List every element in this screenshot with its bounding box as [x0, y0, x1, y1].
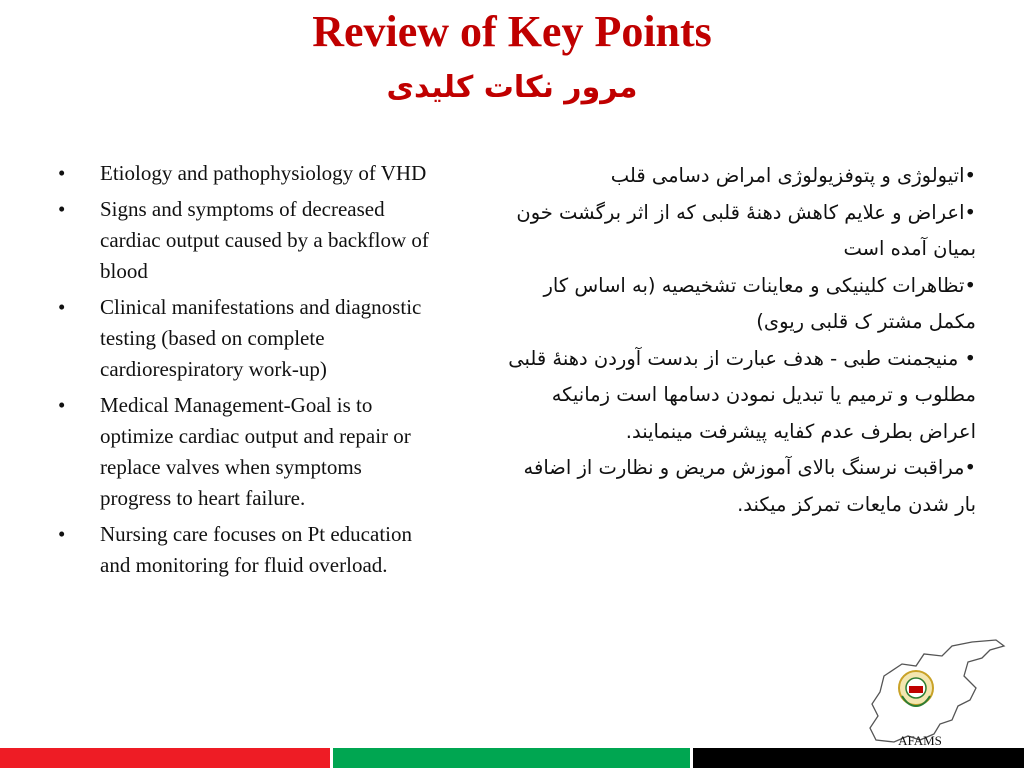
list-item: [58, 194, 438, 287]
list-item: [58, 292, 438, 385]
persian-paragraph: •تظاهرات کلینیکی و معاینات تشخیصیه (به اساس کار مکمل مشتر ک قلبی ریوی): [543, 273, 976, 333]
bullet-icon: •: [58, 197, 66, 221]
logo-label: AFAMS: [898, 733, 942, 748]
bar-green-segment: [333, 748, 690, 768]
bullet-text: Clinical manifestations and diagnostic testing (based on complete cardiorespiratory work-up): [100, 295, 422, 381]
bullet-text: Medical Management-Goal is to optimize cardiac output and repair or replace valves when symptoms progress to heart failure.: [100, 393, 411, 510]
bar-red-segment: [0, 748, 330, 768]
bullet-icon: •: [58, 161, 66, 185]
slide-title-persian: مرور نکات کلیدی: [386, 70, 638, 105]
bullet-icon: •: [58, 393, 66, 417]
bullet-icon: •: [58, 295, 66, 319]
bullet-text: Etiology and pathophysiology of VHD: [100, 161, 427, 185]
bar-black-segment: [693, 748, 1024, 768]
persian-paragraph: •مراقبت نرسنگ بالای آموزش مریض و نظارت از اضافه بار شدن مایعات تمرکز میکند.: [523, 456, 976, 516]
emblem-book: [909, 686, 923, 693]
bottom-color-bar: [0, 748, 1024, 768]
english-bullet-list: [58, 158, 438, 586]
slide-title-english: Review of Key Points: [312, 7, 712, 56]
bullet-text: Signs and symptoms of decreased cardiac output caused by a backflow of blood: [100, 197, 429, 283]
list-item: [58, 158, 438, 189]
bullet-icon: •: [58, 522, 66, 546]
list-item: [58, 390, 438, 514]
persian-paragraph: • منیجمنت طبی - هدف عبارت از بدست آوردن دهنهٔ قلبی مطلوب و ترمیم یا تبدیل نمودن دسامها است زمانیکه اعراض بطرف عدم کفایه پیشرفت مینمایند.: [508, 346, 976, 443]
persian-paragraph: •اعراض و علایم کاهش دهنهٔ قلبی که از اثر برگشت خون بمیان آمده است: [516, 200, 976, 260]
map-outline: [870, 640, 1004, 742]
persian-text-block: [498, 158, 976, 523]
bullet-text: Nursing care focuses on Pt education and monitoring for fluid overload.: [100, 522, 412, 577]
persian-paragraph: •اتیولوژی و پتوفزیولوژی امراض دسامی قلب: [610, 164, 976, 187]
list-item: [58, 519, 438, 581]
